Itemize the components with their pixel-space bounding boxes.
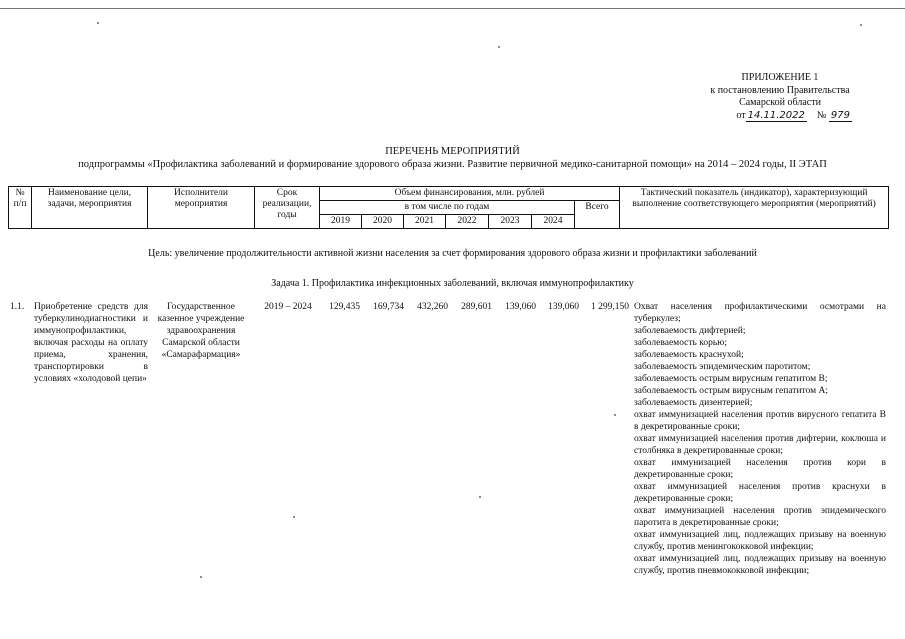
scan-speck <box>479 496 481 498</box>
document-subtitle: подпрограммы «Профилактика заболеваний и формирование здорового образа жизни. Развитие первичной медико-санитарной помощи» на 2014 – 2024 годы, II ЭТАП <box>78 158 827 170</box>
header-year: 2021 <box>404 215 446 229</box>
indicator-item: заболеваемость корью; <box>634 338 727 348</box>
appendix-title: ПРИЛОЖЕНИЕ 1 <box>741 72 819 83</box>
row-name: Приобретение средств для туберкулинодиагностики и иммунопрофилактики, включая расходы на оплату приема, хранения, транспортировки в условиях «холодовой цепи» <box>34 302 148 384</box>
scan-speck <box>614 414 616 416</box>
handwritten-number: 979 <box>830 109 850 121</box>
scan-speck <box>200 576 202 578</box>
task-text: Задача 1. Профилактика инфекционных заболеваний, включая иммунопрофилактику <box>271 278 634 289</box>
indicator-item: заболеваемость острым вирусным гепатитом А; <box>634 386 829 396</box>
indicator-item: заболеваемость дифтерией; <box>634 326 746 336</box>
header-term: Срок реализации, годы <box>255 187 320 229</box>
indicator-item: охват иммунизацией населения против дифтерии, коклюша и столбняка в декретированные сроки; <box>634 434 886 456</box>
document-title: ПЕРЕЧЕНЬ МЕРОПРИЯТИЙ <box>385 146 520 157</box>
row-value-2024: 139,060 <box>548 302 579 312</box>
scan-speck <box>498 46 500 48</box>
header-name: Наименование цели, задачи, мероприятия <box>32 187 148 229</box>
table-header <box>8 186 889 229</box>
header-total: Всего <box>575 201 620 229</box>
header-indicator: Тактический показатель (индикатор), характеризующий выполнение соответствующего мероприятия (мероприятий) <box>620 187 889 229</box>
number-prefix: № <box>816 109 827 121</box>
document-title-block <box>0 146 905 171</box>
scan-speck <box>97 22 99 24</box>
row-value-2020: 169,734 <box>373 302 404 312</box>
handwritten-date: 14.11.2022 <box>747 109 805 121</box>
appendix-date-number <box>680 110 880 123</box>
row-indicators <box>634 301 886 577</box>
scan-speck <box>860 24 862 26</box>
indicator-item: заболеваемость острым вирусным гепатитом В; <box>634 374 828 384</box>
row-value-2019: 129,435 <box>329 302 360 312</box>
header-year: 2022 <box>446 215 489 229</box>
header-num: № п/п <box>9 187 32 229</box>
indicator-item: заболеваемость краснухой; <box>634 350 744 360</box>
header-funding: Объем финансирования, млн. рублей <box>320 187 620 201</box>
header-by-years: в том числе по годам <box>320 201 575 215</box>
header-year: 2024 <box>532 215 575 229</box>
header-executors: Исполнители мероприятия <box>148 187 255 229</box>
indicator-item: заболеваемость эпидемическим паротитом; <box>634 362 811 372</box>
row-term: 2019 – 2024 <box>264 302 312 312</box>
appendix-block <box>680 72 880 122</box>
row-executor: Государственное казенное учреждение здравоохранения Самарской области «Самарафармация» <box>157 302 245 360</box>
row-value-2021: 432,260 <box>417 302 448 312</box>
row-value-2022: 289,601 <box>461 302 492 312</box>
scan-top-edge <box>0 8 905 9</box>
row-value-2023: 139,060 <box>505 302 536 312</box>
header-year: 2019 <box>320 215 362 229</box>
header-year: 2023 <box>489 215 532 229</box>
indicator-item: Охват населения профилактическими осмотрами на туберкулез; <box>634 302 886 324</box>
indicator-item: заболеваемость дизентерией; <box>634 398 753 408</box>
scan-speck <box>293 516 295 518</box>
appendix-line-2: Самарской области <box>739 97 821 108</box>
header-year: 2020 <box>362 215 404 229</box>
indicator-item: охват иммунизацией населения против вирусного гепатита В в декретированные сроки; <box>634 410 886 432</box>
goal-text: Цель: увеличение продолжительности активной жизни населения за счет формирования здорового образа жизни и профилактики заболеваний <box>148 248 757 259</box>
indicator-item: охват иммунизацией населения против краснухи в декретированные сроки; <box>634 482 886 504</box>
from-prefix: от <box>736 109 746 121</box>
indicator-item: охват иммунизацией лиц, подлежащих призыву на военную службу, против менингококковой инфекции; <box>634 530 886 552</box>
row-number: 1.1. <box>10 302 25 312</box>
indicator-item: охват иммунизацией населения против эпидемического паротита в декретированные сроки; <box>634 506 886 528</box>
indicator-item: охват иммунизацией лиц, подлежащих призыву на военную службу, против пневмококковой инфекции; <box>634 554 886 576</box>
appendix-line-1: к постановлению Правительства <box>710 84 850 96</box>
row-total: 1 299,150 <box>591 302 629 312</box>
indicator-item: охват иммунизацией населения против кори в декретированные сроки; <box>634 458 886 480</box>
